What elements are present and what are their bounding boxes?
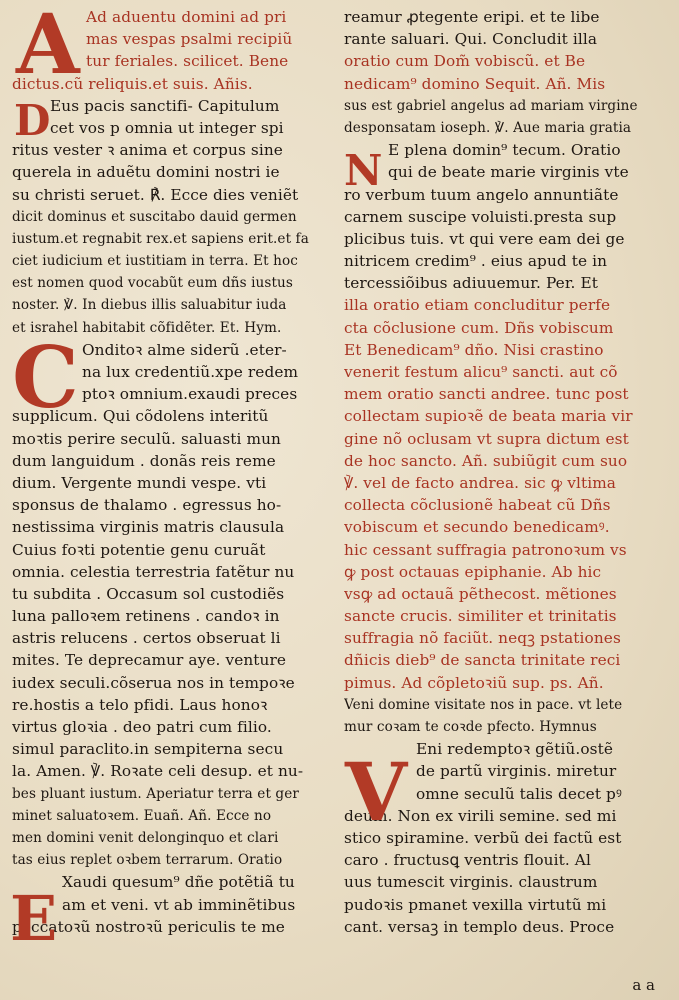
text-line: virtus gloꝛia . deo patri cum filio. <box>12 718 272 736</box>
text-line: ꝙ post octauas epiphanie. Ab hic <box>344 562 602 581</box>
text-line: dium. Vergente mundi vespe. vti <box>12 473 267 492</box>
text-line: Cuius foꝛti potentie genu curuãt <box>12 540 266 559</box>
initial-n-small: N <box>344 146 383 195</box>
text-line: carnem suscipe voluisti.presta sup <box>344 207 617 226</box>
text-line: Ad aduentu domini ad pri <box>86 8 287 26</box>
text-line: E plena domin⁹ tecum. Oratio <box>388 141 621 160</box>
text-line: bes pluant iustum. Aperiatur terra et ger <box>12 785 299 802</box>
text-line: Et Benedicam⁹ dño. Nisi crastino <box>344 340 604 359</box>
text-line: su christi seruet. ℟. Ecce dies veniẽt <box>12 185 299 204</box>
text-line: de hoc sancto. Añ. subiũgit cum suo <box>344 451 628 470</box>
text-line: de partũ virginis. miretur <box>416 762 617 781</box>
initial-v-large: V <box>345 745 408 839</box>
initial-d-small: D <box>14 96 51 145</box>
text-line: venerit festum alicu⁹ sancti. aut cõ <box>344 363 618 381</box>
text-line: reamur ꝓtegente eripi. et te libe <box>344 8 600 26</box>
text-line: Onditoꝛ alme siderũ .eter- <box>82 340 287 359</box>
text-line: collectam supioꝛẽ de beata maria vir <box>344 407 633 426</box>
text-line: tas eius replet oꝛbem terrarum. Oratio <box>12 852 283 869</box>
text-line: et israhel habitabit cõfidẽter. Et. Hym. <box>12 319 282 336</box>
text-line: cet vos p omnia ut integer spi <box>50 118 284 137</box>
text-line: iustum.et regnabit rex.et sapiens erit.et fa <box>12 230 309 247</box>
text-line: desponsatam ioseph. ℣. Aue maria gratia <box>344 119 632 136</box>
text-line: ritus vester ꝛ anima et corpus sine <box>12 141 283 160</box>
text-line: luna palloꝛem retinens . candoꝛ in <box>12 607 280 626</box>
text-line: mites. Te deprecamur aye. venture <box>12 651 287 670</box>
text-line: mem oratio sancti andree. tunc post <box>344 385 629 404</box>
text-line: deum. Non ex virili semine. sed mi <box>344 806 617 825</box>
text-line: men domini venit delonginquo et clari <box>12 829 279 846</box>
text-line: mas vespas psalmi recipiũ <box>86 30 293 49</box>
text-line: omnia. celestia terrestria fatẽtur nu <box>12 562 295 581</box>
text-line: nitricem credim⁹ . eius apud te in <box>344 252 608 271</box>
text-line: tu subdita . Occasum sol custodiẽs <box>12 584 285 603</box>
text-line: dicit dominus et suscitabo dauid germen <box>12 208 297 225</box>
text-line: noster. ℣. In diebus illis saluabitur iuda <box>12 297 287 314</box>
initial-c-large: C <box>12 328 79 427</box>
initial-a-large: A <box>16 0 80 93</box>
page-number: a a <box>632 976 655 994</box>
text-line: na lux credentiũ.xpe redem <box>82 363 299 381</box>
text-line: astris relucens . certos obseruat li <box>12 629 281 648</box>
text-line: cta cõclusione cum. Dñs vobiscum <box>344 318 614 337</box>
text-line: vsꝙ ad octauã pẽthecost. mẽtiones <box>344 584 617 603</box>
text-line: ℣. vel de facto andrea. sic ꝙ vltima <box>344 473 617 492</box>
text-line: sancte crucis. similiter et trinitatis <box>344 607 617 626</box>
text-line: Eni redemptoꝛ gẽtiũ.ostẽ <box>416 740 614 759</box>
text-line: uus tumescit virginis. claustrum <box>344 873 598 892</box>
text-line: minet saluatoꝛem. Euañ. Añ. Ecce no <box>12 807 272 824</box>
text-line: supplicum. Qui cõdolens interitũ <box>12 407 269 426</box>
text-line: re.hostis a telo pfidi. Laus honoꝛ <box>12 695 268 714</box>
text-line: moꝛtis perire seculũ. saluasti mun <box>12 429 281 448</box>
text-line: ciet iudicium et iustitiam in terra. Et hoc <box>12 253 298 270</box>
text-line: sus est gabriel angelus ad mariam virgine <box>344 97 638 114</box>
initial-e-large: E <box>10 882 58 955</box>
text-line: nedicam⁹ domino Sequit. Añ. Mis <box>344 74 606 93</box>
text-line: illa oratio etiam concluditur perfe <box>344 296 611 315</box>
text-line: suffragia nõ faciũt. neqꝫ pstationes <box>344 629 621 648</box>
text-line: simul paraclito.in sempiterna secu <box>12 740 284 759</box>
text-line: Veni domine visitate nos in pace. vt lete <box>344 696 623 713</box>
left-column <box>12 0 330 938</box>
text-line: nestissima virginis matris clausula <box>12 518 285 537</box>
text-line: dñicis dieb⁹ de sancta trinitate reci <box>344 651 621 670</box>
text-line: vobiscum et secundo benedicamꝰ. <box>344 518 610 537</box>
text-line: qui de beate marie virginis vte <box>388 163 629 182</box>
text-line: tercessiõibus adiuuemur. Per. Et <box>344 274 598 293</box>
text-line: ptoꝛ omnium.exaudi preces <box>82 385 298 404</box>
text-line: Xaudi quesum⁹ dñe potẽtiã tu <box>62 873 295 892</box>
text-line: la. Amen. ℣. Roꝛate celi desup. et nu- <box>12 762 304 781</box>
text-line: hic cessant suffragia patronoꝛum vs <box>344 540 627 559</box>
text-line: dum languidum . donãs reis reme <box>12 451 276 470</box>
text-line: querela in aduẽtu domini nostri ie <box>12 163 280 182</box>
text-line: dictus.cũ reliquis.et suis. Añis. <box>12 74 253 93</box>
text-line: gine nõ oclusam vt supra dictum est <box>344 429 629 448</box>
text-line: est nomen quod vocabũt eum dñs iustus <box>12 275 293 292</box>
text-line: Eus pacis sanctifi- Capitulum <box>50 96 280 115</box>
text-line: iudex seculi.cõserua nos in tempoꝛe <box>12 673 295 692</box>
text-line: plicibus tuis. vt qui vere eam dei ge <box>344 229 625 248</box>
text-line: pimus. Ad cõpletoꝛiũ sup. ps. Añ. <box>344 673 604 692</box>
text-line: rante saluari. Qui. Concludit illa <box>344 30 598 49</box>
text-line: caro . fructusꝗ ventris flouit. Al <box>344 851 591 870</box>
text-line: am et veni. vt ab imminẽtibus <box>62 895 296 914</box>
text-line: stico spiramine. verbũ dei factũ est <box>344 828 622 847</box>
text-line: ro verbum tuum angelo annuntiãte <box>344 185 619 204</box>
text-line: mur coꝛam te coꝛde pfecto. Hymnus <box>344 719 597 735</box>
text-line: pudoꝛis pmanet vexilla virtutũ mi <box>344 895 607 914</box>
text-line: peccatoꝛũ nostroꝛũ periculis te me <box>12 917 285 936</box>
text-line: collecta cõclusionẽ habeat cũ Dñs <box>344 496 611 515</box>
text-line: cant. versaꝫ in templo deus. Proce <box>344 917 615 936</box>
text-line: oratio cum Dom̃ vobiscũ. et Be <box>344 52 586 71</box>
text-line: omne seculũ talis decet pꝰ <box>416 784 622 803</box>
text-line: sponsus de thalamo . egressus ho- <box>12 496 282 515</box>
text-line: tur feriales. scilicet. Bene <box>86 52 289 71</box>
